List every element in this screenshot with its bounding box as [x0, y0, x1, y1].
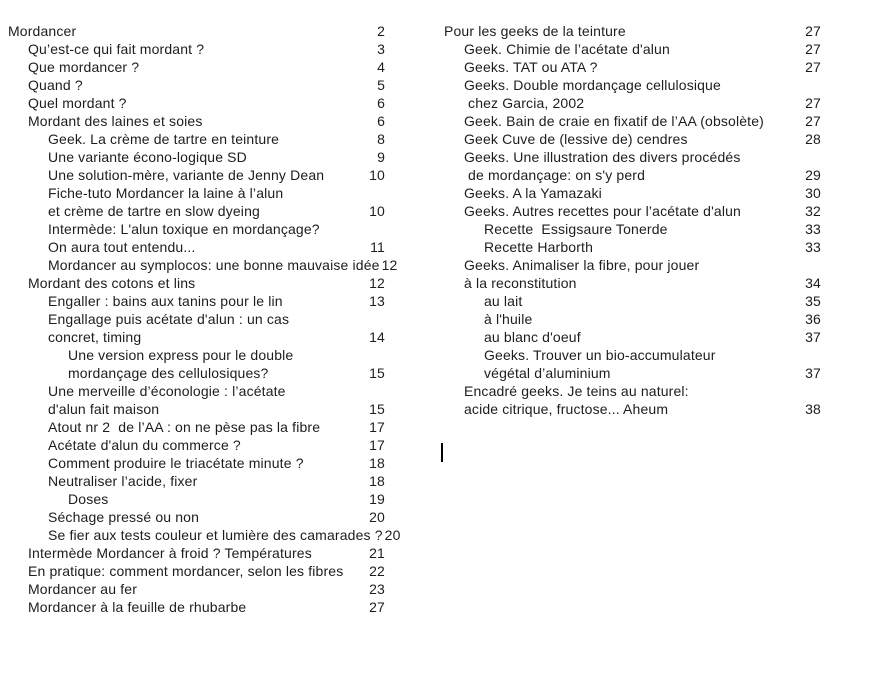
toc-row: [8, 418, 385, 436]
toc-entry-title: Intermède Mordancer à froid ? Températures: [28, 545, 312, 561]
toc-entry-page: 10: [369, 167, 385, 183]
toc-row: [444, 202, 821, 220]
toc-entry-title: concret, timing: [48, 329, 142, 345]
toc-row: [8, 508, 385, 526]
toc-row: [444, 220, 821, 238]
toc-row: [8, 544, 385, 562]
toc-row: [444, 130, 821, 148]
toc-row: [8, 220, 385, 238]
toc-entry-page: 27: [805, 41, 821, 57]
toc-entry-page: 34: [805, 275, 821, 291]
toc-entry-page: 17: [369, 419, 385, 435]
toc-entry-page: 10: [369, 203, 385, 219]
toc-row: [444, 364, 821, 382]
toc-entry-title: Pour les geeks de la teinture: [444, 23, 626, 39]
toc-row: [8, 130, 385, 148]
toc-entry-title: Quel mordant ?: [28, 95, 127, 111]
toc-row: [444, 382, 821, 400]
toc-entry-page: 19: [369, 491, 385, 507]
toc-entry-title: Geeks. Trouver un bio-accumulateur: [484, 347, 716, 363]
toc-row: [444, 184, 821, 202]
toc-entry-page: 20: [369, 509, 385, 525]
toc-entry-page: 17: [369, 437, 385, 453]
toc-row: [444, 76, 821, 94]
toc-entry-page: 33: [805, 239, 821, 255]
toc-entry-page: 33: [805, 221, 821, 237]
toc-row: [8, 490, 385, 508]
toc-entry-page: 37: [805, 329, 821, 345]
toc-entry-title: Encadré geeks. Je teins au naturel:: [464, 383, 689, 399]
toc-entry-title: acide citrique, fructose... Aheum: [464, 401, 669, 417]
toc-row: [8, 598, 385, 616]
toc-entry-page: 27: [805, 113, 821, 129]
toc-entry-title: au blanc d'oeuf: [484, 329, 581, 345]
toc-entry-title: Geeks. Double mordançage cellulosique: [464, 77, 721, 93]
toc-row: [444, 148, 821, 166]
toc-entry-page: 11: [370, 239, 385, 255]
toc-entry-title: au lait: [484, 293, 523, 309]
toc-entry-title: Engallage puis acétate d'alun : un cas: [48, 311, 290, 327]
toc-entry-title: Mordant des cotons et lins: [28, 275, 196, 291]
toc-row: [444, 238, 821, 256]
toc-entry-title: Une merveille d’éconologie : l’acétate: [48, 383, 286, 399]
toc-entry-page: 18: [369, 473, 385, 489]
toc-entry-title: Quand ?: [28, 77, 83, 93]
toc-entry-title: Une solution-mère, variante de Jenny Dean: [48, 167, 325, 183]
toc-entry-page: 12: [369, 275, 385, 291]
toc-entry-page: 21: [369, 545, 385, 561]
toc-entry-page: 20: [384, 527, 401, 543]
toc-entry-title: Comment produire le triacétate minute ?: [48, 455, 304, 471]
toc-row: [8, 382, 385, 400]
toc-column-right: [444, 22, 821, 418]
toc-entry-page: 13: [369, 293, 385, 309]
toc-entry-page: 6: [377, 95, 385, 111]
toc-entry-title: à l'huile: [484, 311, 533, 327]
toc-entry-title: Une variante écono-logique SD: [48, 149, 247, 165]
toc-entry-title: Geeks. TAT ou ATA ?: [464, 59, 598, 75]
toc-entry-title: et crème de tartre en slow dyeing: [48, 203, 260, 219]
toc-row: [444, 274, 821, 292]
toc-entry-page: 14: [369, 329, 385, 345]
toc-entry-page: 29: [805, 167, 821, 183]
toc-row: [8, 400, 385, 418]
toc-entry-page: 6: [377, 113, 385, 129]
toc-entry-title: Recette Essigsaure Tonerde: [484, 221, 668, 237]
toc-row: [8, 58, 385, 76]
toc-row: [8, 472, 385, 490]
toc-row: [444, 328, 821, 346]
toc-entry-title: Mordancer au symplocos: une bonne mauvaise idée: [48, 257, 380, 273]
toc-entry-title: On aura tout entendu...: [48, 239, 196, 255]
toc-row: [444, 22, 821, 40]
toc-entry-title: Recette Harborth: [484, 239, 594, 255]
toc-entry-title: Que mordancer ?: [28, 59, 140, 75]
toc-entry-page: 27: [369, 599, 385, 615]
toc-row: [8, 256, 398, 274]
toc-row: [8, 238, 385, 256]
toc-entry-page: 15: [369, 401, 385, 417]
toc-row: [444, 310, 821, 328]
toc-row: [8, 292, 385, 310]
toc-row: [8, 40, 385, 58]
toc-entry-page: 2: [377, 23, 385, 39]
toc-row: [8, 526, 401, 544]
toc-entry-page: 37: [805, 365, 821, 381]
toc-row: [444, 58, 821, 76]
toc-entry-title: d'alun fait maison: [48, 401, 160, 417]
toc-entry-page: 38: [805, 401, 821, 417]
toc-entry-page: 12: [381, 257, 398, 273]
toc-entry-title: chez Garcia, 2002: [464, 95, 585, 111]
toc-row: [8, 166, 385, 184]
toc-entry-page: 27: [805, 95, 821, 111]
text-cursor-caret: [441, 443, 443, 462]
toc-entry-page: 4: [377, 59, 385, 75]
toc-entry-page: 30: [805, 185, 821, 201]
toc-row: [8, 112, 385, 130]
toc-row: [8, 274, 385, 292]
toc-entry-title: Geeks. Animaliser la fibre, pour jouer: [464, 257, 700, 273]
toc-row: [8, 148, 385, 166]
toc-entry-title: Geek. Chimie de l’acétate d'alun: [464, 41, 670, 57]
toc-entry-title: végétal d’aluminium: [484, 365, 611, 381]
toc-row: [8, 310, 385, 328]
toc-row: [8, 94, 385, 112]
toc-row: [444, 256, 821, 274]
toc-entry-page: 15: [369, 365, 385, 381]
toc-entry-page: 22: [369, 563, 385, 579]
toc-entry-title: Geeks. Une illustration des divers procédés: [464, 149, 741, 165]
toc-entry-page: 36: [805, 311, 821, 327]
toc-row: [8, 364, 385, 382]
toc-entry-title: Engaller : bains aux tanins pour le lin: [48, 293, 283, 309]
toc-entry-page: 3: [377, 41, 385, 57]
toc-entry-title: Mordancer à la feuille de rhubarbe: [28, 599, 247, 615]
toc-row: [444, 292, 821, 310]
toc-row: [444, 40, 821, 58]
toc-entry-title: Fiche-tuto Mordancer la laine à l’alun: [48, 185, 284, 201]
toc-row: [8, 562, 385, 580]
toc-entry-title: Mordancer au fer: [28, 581, 138, 597]
toc-entry-title: Acétate d'alun du commerce ?: [48, 437, 241, 453]
toc-row: [444, 346, 821, 364]
toc-entry-title: mordançage des cellulosiques?: [68, 365, 269, 381]
toc-entry-title: Une version express pour le double: [68, 347, 294, 363]
toc-row: [444, 166, 821, 184]
toc-row: [8, 580, 385, 598]
toc-row: [444, 400, 821, 418]
toc-entry-title: Mordancer: [8, 23, 77, 39]
toc-entry-title: Mordant des laines et soies: [28, 113, 203, 129]
toc-entry-title: à la reconstitution: [464, 275, 577, 291]
toc-entry-page: 27: [805, 23, 821, 39]
toc-entry-page: 9: [377, 149, 385, 165]
toc-entry-title: Geek. Bain de craie en fixatif de l’AA (obsolète): [464, 113, 764, 129]
toc-row: [8, 454, 385, 472]
toc-entry-page: 18: [369, 455, 385, 471]
toc-row: [444, 94, 821, 112]
toc-entry-page: 28: [805, 131, 821, 147]
toc-row: [8, 22, 385, 40]
toc-entry-title: Doses: [68, 491, 109, 507]
toc-column-left: [8, 22, 401, 616]
toc-entry-title: de mordançage: on s'y perd: [464, 167, 646, 183]
toc-entry-page: 27: [805, 59, 821, 75]
toc-row: [8, 184, 385, 202]
toc-entry-title: Geeks. Autres recettes pour l’acétate d'alun: [464, 203, 741, 219]
toc-entry-title: Neutraliser l’acide, fixer: [48, 473, 198, 489]
toc-entry-title: Geeks. A la Yamazaki: [464, 185, 602, 201]
toc-row: [444, 112, 821, 130]
toc-entry-page: 32: [805, 203, 821, 219]
toc-row: [8, 76, 385, 94]
toc-row: [8, 346, 385, 364]
toc-row: [8, 202, 385, 220]
toc-entry-title: Séchage pressé ou non: [48, 509, 200, 525]
toc-entry-title: Geek. La crème de tartre en teinture: [48, 131, 280, 147]
toc-entry-title: Intermède: L'alun toxique en mordançage?: [48, 221, 320, 237]
toc-entry-page: 23: [369, 581, 385, 597]
toc-entry-page: 5: [377, 77, 385, 93]
toc-row: [8, 328, 385, 346]
toc-entry-title: Qu’est-ce qui fait mordant ?: [28, 41, 205, 57]
toc-entry-title: Atout nr 2 de l’AA : on ne pèse pas la fibre: [48, 419, 321, 435]
toc-row: [8, 436, 385, 454]
toc-entry-title: En pratique: comment mordancer, selon les fibres: [28, 563, 344, 579]
toc-entry-title: Geek Cuve de (lessive de) cendres: [464, 131, 688, 147]
toc-entry-page: 35: [805, 293, 821, 309]
toc-entry-page: 8: [377, 131, 385, 147]
toc-entry-title: Se fier aux tests couleur et lumière des camarades ?: [48, 527, 383, 543]
